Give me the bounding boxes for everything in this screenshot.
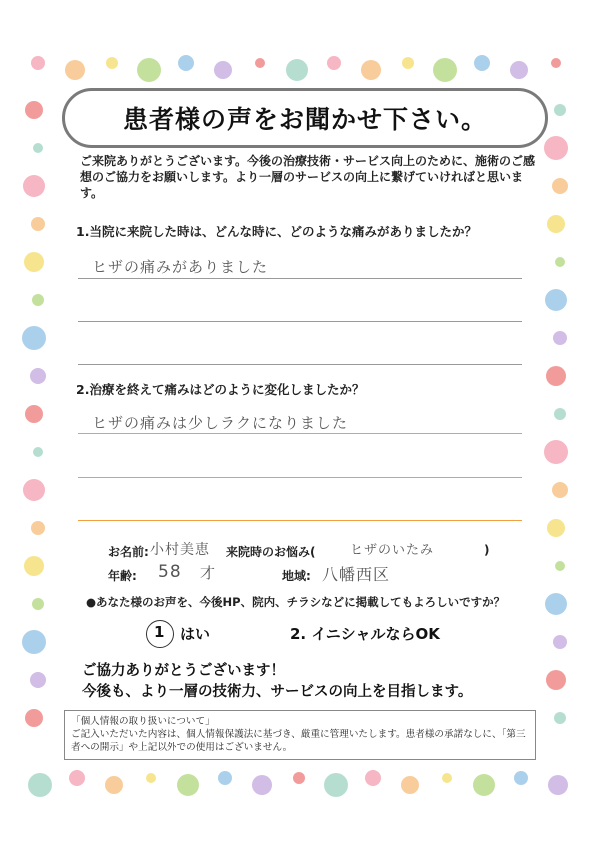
decorative-dot (545, 289, 567, 311)
decorative-dot (552, 178, 568, 194)
decorative-dot (30, 672, 46, 688)
decorative-dot (28, 773, 52, 797)
area-label: 地域: (282, 569, 311, 583)
decorative-dot (555, 257, 565, 267)
decorative-dot (554, 712, 566, 724)
decorative-dot (33, 143, 43, 153)
decorative-dot (31, 217, 45, 231)
decorative-dot (546, 670, 566, 690)
decorative-dot (255, 58, 265, 68)
decorative-dot (546, 366, 566, 386)
decorative-dot (178, 55, 194, 71)
title-banner (62, 88, 548, 148)
decorative-dot (402, 57, 414, 69)
question-1-label: 1.当院に来院した時は、どんな時に、どのような痛みがありましたか？ (76, 224, 477, 239)
privacy-heading: 「個人情報の取り扱いについて」 (71, 716, 215, 727)
decorative-dot (146, 773, 156, 783)
decorative-dot (553, 331, 567, 345)
decorative-dot (214, 61, 232, 79)
age-value: 58 (158, 562, 182, 582)
area-value: 八幡西区 (322, 565, 391, 584)
decorative-dot (33, 447, 43, 457)
decorative-dot (474, 55, 490, 71)
decorative-dot (24, 556, 44, 576)
decorative-dot (552, 482, 568, 498)
decorative-dot (442, 773, 452, 783)
answer-line (78, 433, 522, 434)
decorative-dot (252, 775, 272, 795)
decorative-dot (23, 175, 45, 197)
decorative-dot (554, 104, 566, 116)
question-2-label: 2.治療を終えて痛みはどのように変化しましたか？ (76, 382, 365, 397)
answer-line (78, 321, 522, 322)
decorative-dot (177, 774, 199, 796)
name-label: お名前: (108, 545, 149, 559)
decorative-dot (473, 774, 495, 796)
decorative-dot (510, 61, 528, 79)
thanks-line-2: 今後も、より一層の技術力、サービスの向上を目指します。 (82, 684, 473, 700)
decorative-dot (551, 58, 561, 68)
decorative-dot (31, 56, 45, 70)
decorative-dot (365, 770, 381, 786)
decorative-dot (32, 598, 44, 610)
decorative-dot (30, 368, 46, 384)
decorative-dot (31, 521, 45, 535)
answer-line (78, 520, 522, 521)
answer-line (78, 477, 522, 478)
decorative-dot (293, 772, 305, 784)
decorative-dot (544, 440, 568, 464)
decorative-dot (548, 775, 568, 795)
decorative-dot (218, 771, 232, 785)
decorative-dot (544, 136, 568, 160)
option-2-label[interactable]: 2. イニシャルならOK (290, 625, 440, 643)
option-1-label[interactable]: はい (180, 625, 211, 643)
decorative-dot (23, 479, 45, 501)
decorative-dot (361, 60, 381, 80)
privacy-body: ご記入いただいた内容は、個人情報保護法に基づき、厳重に管理いたします。患者様の承諾なしに、「第三者への開示」や上記以外での使用はございません。 (71, 729, 526, 753)
decorative-dot (105, 776, 123, 794)
concern-value: ヒザのいたみ (350, 543, 435, 558)
decorative-dot (24, 252, 44, 272)
decorative-dot (25, 709, 43, 727)
concern-label: 来院時のお悩み( (226, 545, 316, 559)
question-1-answer: ヒザの痛みがありました (92, 258, 269, 276)
decorative-dot (555, 561, 565, 571)
age-label: 年齢: (108, 569, 137, 583)
decorative-dot (25, 405, 43, 423)
decorative-dot (324, 773, 348, 797)
answer-line (78, 364, 522, 365)
decorative-dot (547, 519, 565, 537)
decorative-dot (286, 59, 308, 81)
decorative-dot (554, 408, 566, 420)
decorative-dot (545, 593, 567, 615)
decorative-dot (69, 770, 85, 786)
thanks-line-1: ご協力ありがとうございます！ (82, 663, 285, 679)
name-value: 小村美恵 (150, 542, 210, 558)
decorative-dot (25, 101, 43, 119)
decorative-dot (22, 326, 46, 350)
option-1-number[interactable]: 1 (154, 623, 165, 641)
decorative-dot (433, 58, 457, 82)
decorative-dot (514, 771, 528, 785)
decorative-dot (65, 60, 85, 80)
decorative-dot (401, 776, 419, 794)
consent-question: ●あなた様のお声を、今後HP、院内、チラシなどに掲載してもよろしいですか？ (86, 595, 506, 609)
decorative-dot (547, 215, 565, 233)
answer-line (78, 278, 522, 279)
privacy-notice (64, 710, 536, 760)
concern-close: ) (484, 543, 490, 557)
decorative-dot (327, 56, 341, 70)
decorative-dot (553, 635, 567, 649)
age-unit: 才 (200, 564, 217, 582)
decorative-dot (106, 57, 118, 69)
decorative-dot (32, 294, 44, 306)
decorative-dot (137, 58, 161, 82)
decorative-dot (22, 630, 46, 654)
intro-text: ご来院ありがとうございます。今後の治療技術・サービス向上のために、施術のご感想のご協力をお願いします。より一層のサービスの向上に繋げていければと思います。 (80, 154, 536, 200)
page-title: 患者様の声をお聞かせ下さい。 (122, 105, 487, 134)
question-2-answer: ヒザの痛みは少しラクになりました (92, 414, 349, 432)
